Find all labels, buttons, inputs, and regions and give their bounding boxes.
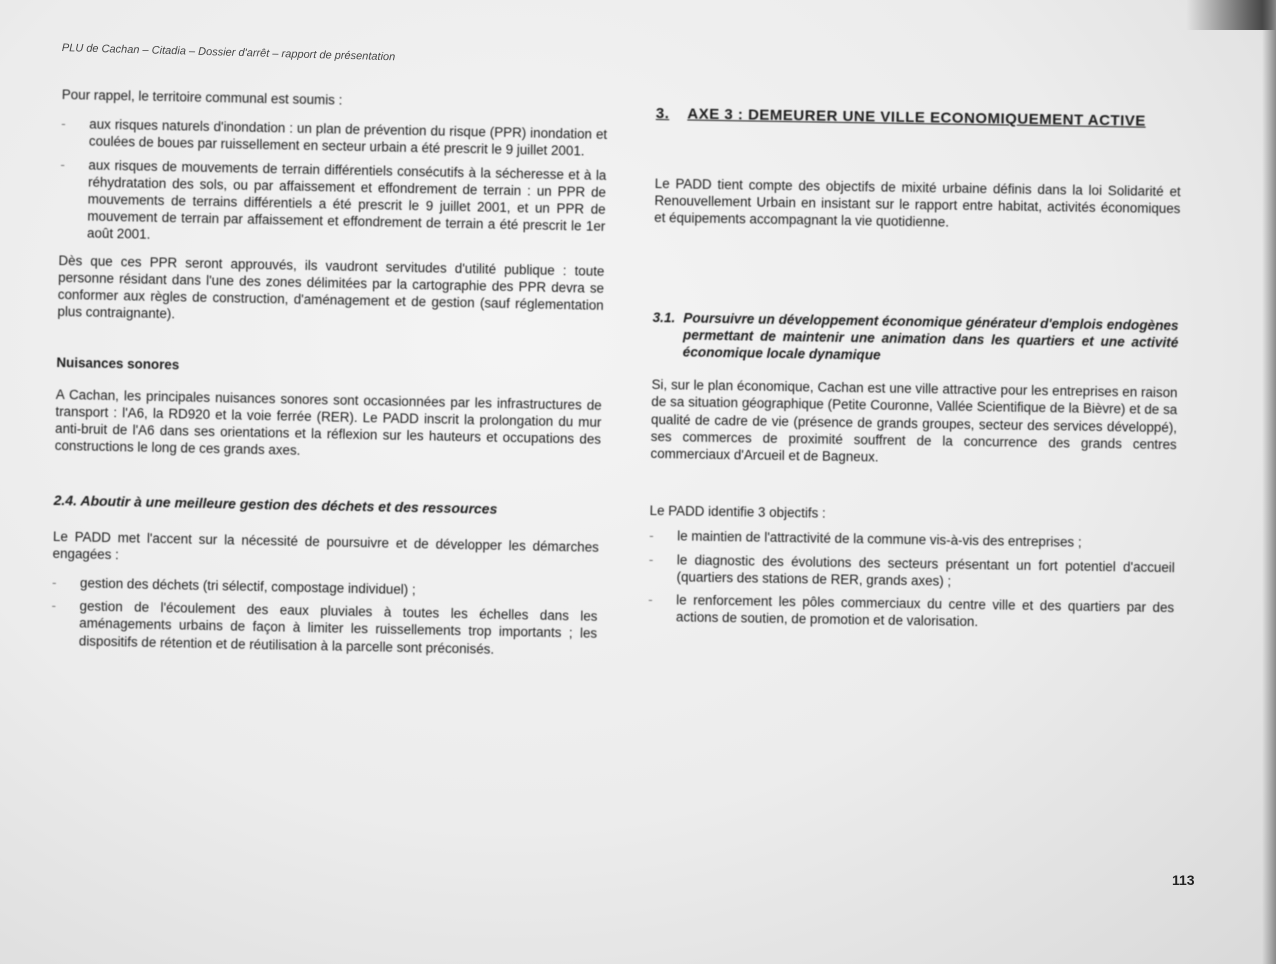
axe-title: AXE 3 : DEMEURER UNE VILLE ECONOMIQUEMENT ACTIVE bbox=[687, 105, 1146, 130]
page-edge-shadow-right bbox=[1262, 0, 1276, 964]
bullet-dash-icon: - bbox=[61, 116, 66, 132]
noise-heading: Nuisances sonores bbox=[56, 355, 180, 373]
section-list bbox=[51, 574, 598, 660]
bullet-dash-icon: - bbox=[51, 574, 57, 591]
subsection-number: 3.1. bbox=[652, 309, 676, 325]
objectives-list bbox=[648, 527, 1175, 633]
axe-heading bbox=[656, 104, 1182, 131]
right-column bbox=[648, 104, 1182, 640]
subsection-heading bbox=[652, 309, 1179, 369]
list-item: - gestion des déchets (tri sélectif, compostage individuel) ; bbox=[51, 574, 416, 598]
running-header: PLU de Cachan – Citadia – Dossier d'arrêt – rapport de présentation bbox=[61, 42, 396, 64]
list-item: - le maintien de l'attractivité de la commune vis-à-vis des entreprises ; bbox=[649, 528, 1082, 551]
subsection-paragraph: Si, sur le plan économique, Cachan est une ville attractive pour les entreprises en raison de sa situation géographique (Petite Couronne, Vallée Scientifique de la Bièvre) et de sa qualité de cadre de vie (présence de grands groupes, secteur des services développé), ses commerces de proximité souffrent de la concurrence des grands centres commerciaux d'Arcueil et de Bagneux. bbox=[650, 377, 1178, 465]
bullet-dash-icon: - bbox=[648, 591, 653, 608]
page-number: 113 bbox=[1172, 872, 1195, 888]
ppr-paragraph: Dès que ces PPR seront approuvés, ils vaudront servitudes d'utilité publique : toute personne résidant dans l'une des zones délimitées par la cartographie des PPR devra se conformer aux règles de construction, d'aménagement et de gestion (sauf réglementation plus contraignante). bbox=[57, 252, 605, 322]
list-item: - le diagnostic des évolutions des secteurs présentant un fort potentiel d'accueil (quartiers des stations de RER, grands axes) ; bbox=[648, 551, 1175, 589]
list-item: - le renforcement les pôles commerciaux du centre ville et des quartiers par des actions de soutien, de promotion et de valorisation. bbox=[648, 591, 1175, 630]
list-item: - aux risques de mouvements de terrain différentiels consécutifs à la sécheresse et à la réhydratation des sols, ou par affaissement et effondrement de terrain : un PPR de mouvements de terrains différentiels a été prescrit le 9 juillet 2001, et un PPR de mouvement de terrain par affaissement et effondrement de terrain a été prescrit le 1er août 2001. bbox=[60, 156, 607, 243]
bullet-dash-icon: - bbox=[60, 156, 66, 172]
list-item: - aux risques naturels d'inondation : un plan de prévention du risque (PPR) inondation et coulées de boues par ruissellement en secteur urbain a été prescrit le 9 juillet 2001. bbox=[61, 116, 608, 159]
section-heading: 2.4. Aboutir à une meilleure gestion des déchets et des ressources bbox=[53, 492, 498, 518]
risk-list bbox=[59, 115, 607, 252]
axe-number: 3. bbox=[655, 104, 670, 123]
noise-paragraph: A Cachan, les principales nuisances sonores sont occasionnées par les infrastructures de transport : l'A6, la RD920 et la voie ferrée (RER). Le PADD inscrit la prolongation du mur anti-bruit de l'A6 dans ses orientations et la réflexion sur les hauteurs et occupations des constructions le long de ces grands axes. bbox=[54, 386, 602, 459]
risk-intro: Pour rappel, le territoire communal est soumis : bbox=[61, 86, 343, 108]
bullet-dash-icon: - bbox=[648, 551, 654, 567]
subsection-title: Poursuivre un développement économique générateur d'emplois endogènes permettant de maintenir une animation dans les quartiers et une activité économique locale dynamique bbox=[682, 310, 1179, 363]
bullet-dash-icon: - bbox=[51, 598, 57, 614]
axe-intro: Le PADD tient compte des objectifs de mixité urbaine définis dans la loi Solidarité et Renouvellement Urbain en insistant sur le rapport entre habitat, activités économiques et équipements accompagnant la vie quotidienne. bbox=[654, 175, 1181, 231]
bullet-dash-icon: - bbox=[649, 528, 654, 544]
objectives-intro: Le PADD identifie 3 objectifs : bbox=[649, 503, 826, 521]
left-column bbox=[51, 86, 608, 666]
list-item: - gestion de l'écoulement des eaux pluviales à toutes les échelles dans les aménagements urbains de façon à limiter les ruissellements trop importants ; les dispositifs de rétention et de réutilisation à la parcelle sont préconisés. bbox=[51, 598, 598, 657]
section-paragraph: Le PADD met l'accent sur la nécessité de poursuivre et de développer les démarches engagées : bbox=[52, 528, 600, 563]
